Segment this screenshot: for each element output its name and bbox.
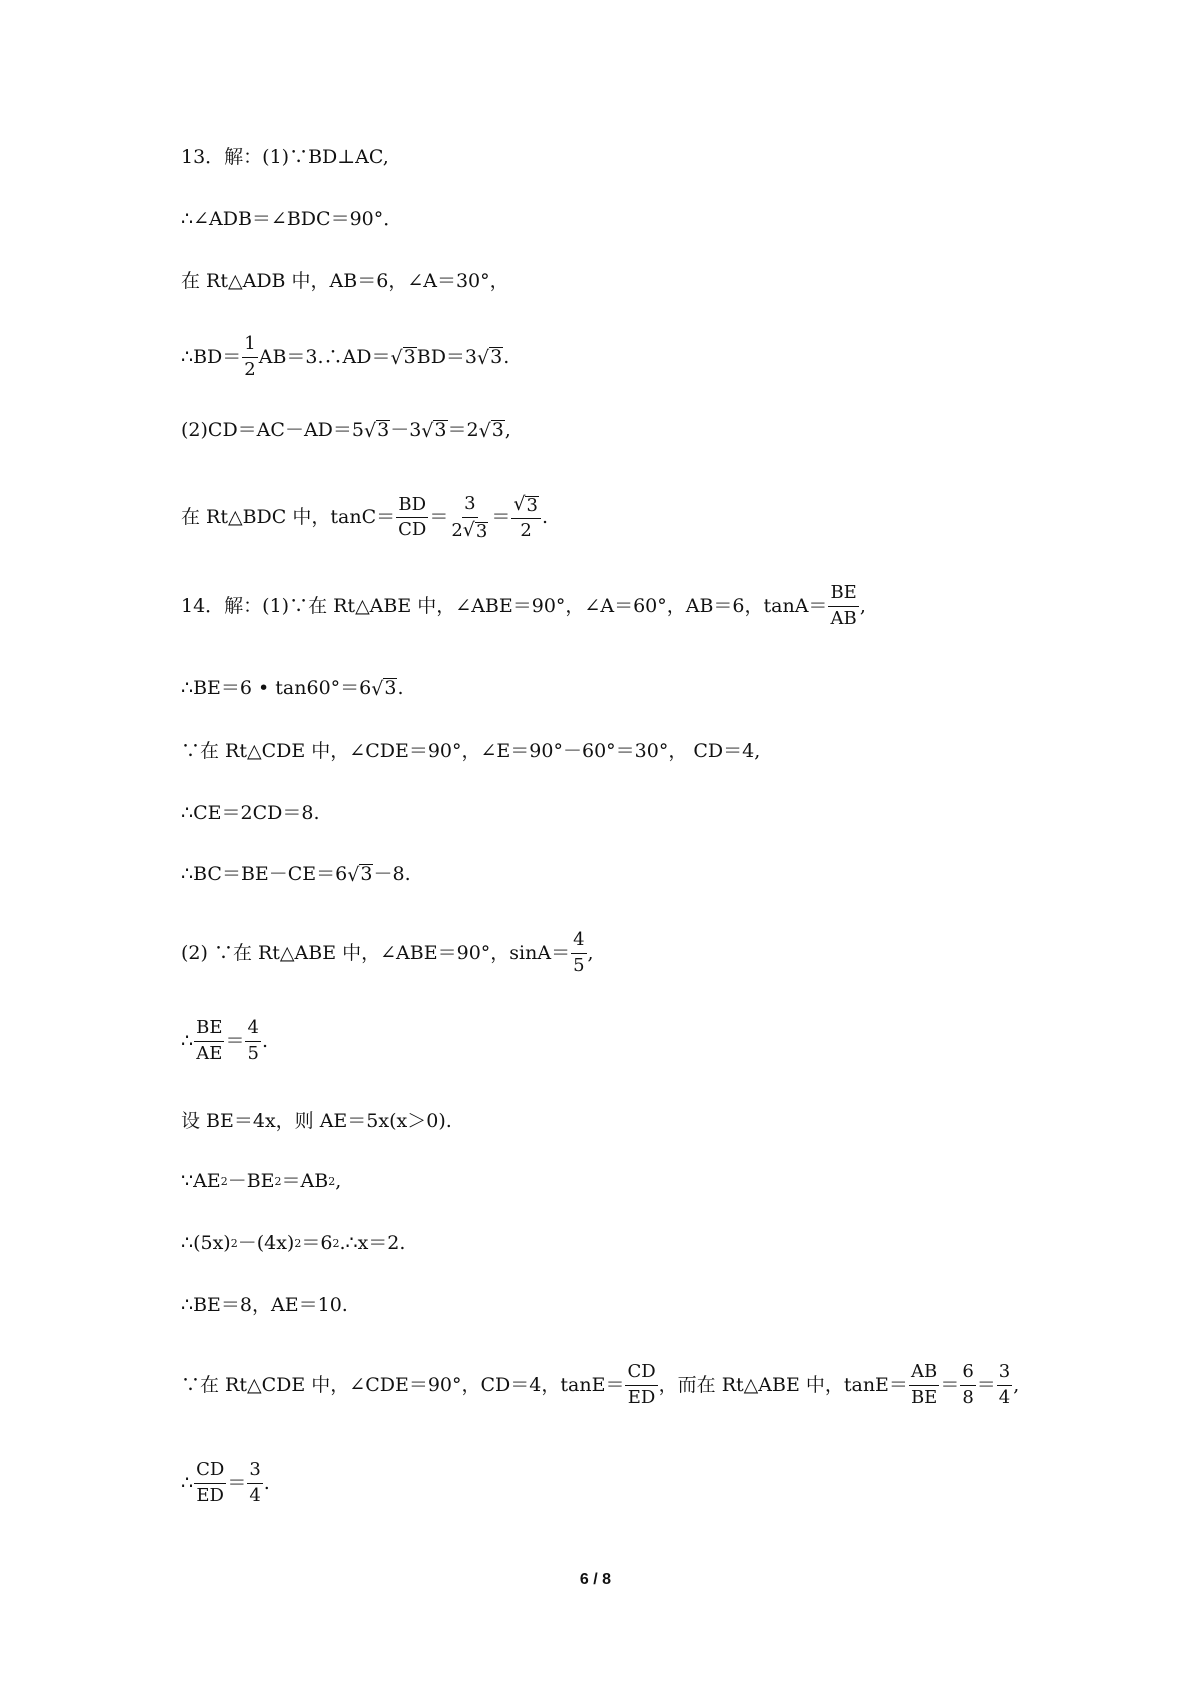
text: ∵在 Rt△CDE 中，∠CDE＝90°，CD＝4，tanE＝ [181, 1373, 625, 1396]
square-root [513, 494, 539, 516]
text: (2)CD＝AC－AD＝5 [181, 418, 364, 441]
fraction [396, 495, 428, 541]
numerator: 3 [997, 1362, 1012, 1386]
text: ，而在 Rt△ABE 中，tanE＝ [658, 1373, 908, 1396]
text: , [587, 941, 594, 964]
sqrt-icon: √ [421, 419, 434, 442]
square-root [463, 520, 489, 542]
text: ∴BE＝6 • tan60°＝6 [181, 676, 372, 699]
denominator: BE [910, 1386, 938, 1408]
text: ＝ [976, 1373, 996, 1396]
sqrt-icon: √ [371, 677, 384, 700]
equation-line [181, 1362, 1019, 1408]
numerator: BE [194, 1018, 224, 1042]
sqrt-icon: √ [390, 346, 403, 369]
numerator: CD [625, 1362, 657, 1386]
text: ∴ [181, 1029, 194, 1052]
square-root [479, 420, 505, 441]
numerator: 1 [242, 334, 257, 358]
text: ∴ [181, 1471, 194, 1494]
radicand: 3 [490, 345, 503, 368]
text: ＝AB [281, 1170, 329, 1192]
text: . [261, 1029, 268, 1052]
text: ＝ [429, 506, 449, 529]
text: ∴BD＝ [181, 345, 242, 368]
equation-line [181, 742, 760, 761]
text: , [504, 418, 511, 441]
equation-line [181, 678, 404, 699]
denominator: 5 [247, 1042, 259, 1064]
radicand: 3 [360, 863, 373, 885]
text: ＝ [227, 1471, 247, 1494]
square-root [371, 678, 397, 699]
fraction [242, 334, 257, 380]
denominator: 5 [573, 954, 585, 976]
sqrt-icon: √ [364, 419, 377, 442]
coefficient: 2 [451, 519, 463, 541]
text: . [503, 345, 510, 368]
equation-line [181, 930, 594, 976]
text: ∴(5x) [181, 1232, 231, 1254]
radicand: 3 [475, 520, 488, 542]
text: , [335, 1170, 342, 1192]
equation-line [181, 272, 509, 291]
denominator: 4 [998, 1386, 1011, 1408]
text: ＝2 [447, 418, 479, 441]
denominator: AB [830, 607, 857, 629]
page-number: 6 / 8 [579, 1571, 612, 1588]
text: .∴x＝2. [339, 1232, 406, 1254]
text: ∴∠ADB＝∠BDC＝90°． [181, 208, 403, 230]
text: AB＝3.∴AD＝ [258, 345, 391, 368]
text: ＝ [940, 1373, 960, 1396]
denominator: CD [398, 519, 427, 541]
numerator [511, 494, 541, 519]
text: 13．解：(1)∵BD⊥AC, [181, 146, 389, 168]
text: ＝ [491, 506, 511, 529]
solution-14-heading [181, 583, 866, 629]
denominator [449, 518, 490, 542]
fraction [571, 930, 586, 976]
text: －3 [390, 418, 422, 441]
radicand: 3 [526, 494, 538, 516]
equation-line [181, 1460, 270, 1506]
equation-line [181, 804, 319, 823]
text: ∴BC＝BE－CE＝6 [181, 862, 348, 885]
numerator: AB [909, 1362, 939, 1386]
text: ＝6 [301, 1232, 333, 1254]
equation-line [181, 334, 509, 380]
denominator: 4 [249, 1484, 261, 1506]
text: ∵AE [181, 1170, 221, 1192]
denominator: ED [627, 1386, 656, 1408]
numerator: BD [396, 495, 428, 519]
denominator: AE [196, 1042, 223, 1064]
denominator: ED [196, 1484, 224, 1506]
fraction [194, 1018, 224, 1064]
text: －(4x) [237, 1232, 295, 1254]
radicand: 3 [377, 419, 390, 441]
equation-line [181, 1296, 348, 1315]
equation-line: ∵AE 2 －BE 2 ＝AB 2 , [181, 1170, 342, 1192]
equation-line [181, 420, 511, 441]
equation-line [181, 494, 548, 542]
fraction [828, 583, 858, 629]
text: ∵在 Rt△CDE 中，∠CDE＝90°，∠E＝90°－60°＝30°， CD＝4, [181, 740, 761, 762]
radicand: 3 [384, 677, 397, 699]
radicand: 3 [434, 419, 447, 441]
square-root [421, 420, 447, 441]
fraction [449, 494, 490, 542]
text: －8. [373, 862, 411, 885]
text: 在 Rt△ADB 中，AB＝6，∠A＝30°， [181, 270, 509, 292]
numerator: 3 [247, 1460, 262, 1484]
equation-line [181, 210, 402, 229]
numerator: 3 [462, 494, 477, 518]
text: , [859, 594, 866, 617]
text: 设 BE＝4x，则 AE＝5x(x＞0). [181, 1110, 452, 1132]
text: 14．解：(1)∵在 Rt△ABE 中，∠ABE＝90°，∠A＝60°，AB＝6，tanA＝ [181, 594, 828, 617]
text: BD＝3 [416, 345, 478, 368]
square-root [364, 420, 390, 441]
sqrt-icon: √ [347, 863, 360, 886]
fraction [194, 1460, 226, 1506]
fraction [245, 1018, 260, 1064]
numerator: 4 [571, 930, 586, 954]
equation-line [181, 1018, 268, 1064]
text: ∴CE＝2CD＝8. [181, 802, 320, 824]
fraction [625, 1362, 657, 1408]
numerator: CD [194, 1460, 226, 1484]
numerator: 4 [245, 1018, 260, 1042]
square-root [347, 864, 373, 885]
fraction [909, 1362, 939, 1408]
text: . [541, 506, 548, 529]
equation-line: ∴(5x) 2 －(4x) 2 ＝6 2 .∴x＝2. [181, 1232, 406, 1254]
text: . [397, 676, 404, 699]
radicand: 3 [403, 345, 416, 368]
sqrt-icon: √ [513, 493, 526, 515]
denominator: 2 [520, 519, 532, 541]
numerator: BE [828, 583, 858, 607]
text: . [263, 1471, 270, 1494]
text: (2) ∵在 Rt△ABE 中，∠ABE＝90°，sinA＝ [181, 941, 571, 964]
numerator: 6 [960, 1362, 975, 1386]
radicand: 3 [491, 419, 504, 441]
fraction [960, 1362, 975, 1408]
fraction [511, 494, 541, 542]
sqrt-icon: √ [477, 346, 490, 369]
equation-line [181, 864, 411, 885]
text: , [1013, 1373, 1020, 1396]
equation-line [181, 1112, 452, 1131]
text: －BE [227, 1170, 275, 1192]
sqrt-icon: √ [462, 518, 475, 541]
text: ∴BE＝8，AE＝10. [181, 1294, 348, 1316]
square-root [391, 347, 417, 368]
sqrt-icon: √ [478, 419, 491, 442]
fraction [247, 1460, 262, 1506]
square-root [477, 347, 503, 368]
text: ＝ [225, 1029, 245, 1052]
fraction [997, 1362, 1012, 1408]
denominator: 2 [244, 358, 256, 380]
text: 在 Rt△BDC 中，tanC＝ [181, 506, 396, 529]
denominator: 8 [962, 1386, 974, 1408]
solution-13-heading [181, 148, 389, 167]
